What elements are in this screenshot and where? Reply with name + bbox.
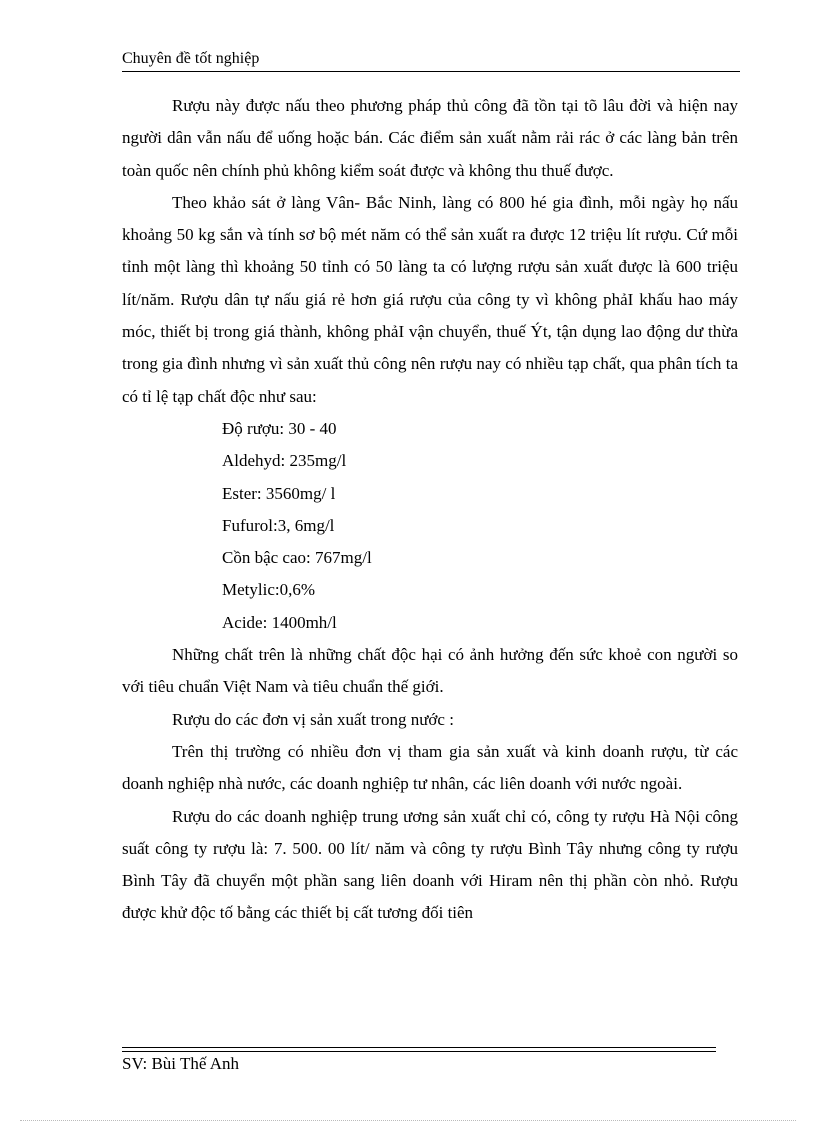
header-rule: [122, 71, 740, 72]
list-item: Cồn bậc cao: 767mg/l: [222, 548, 372, 568]
list-item: Ester: 3560mg/ l: [222, 483, 336, 503]
document-body: [122, 90, 738, 930]
paragraph: Trên thị trường có nhiều đơn vị tham gia sản xuất và kinh doanh rượu, từ các doanh nghiệp nhà nước, các doanh nghiệp tư nhân, các liên doanh với nước ngoài.: [122, 741, 738, 794]
list-item: Aldehyd: 235mg/l: [222, 451, 347, 471]
paragraph: Rượu do các doanh nghiệp trung ương sản xuất chỉ có, công ty rượu Hà Nội công suất công ty rượu là: 7. 500. 00 lít/ năm và công ty rượu Bình Tây nhưng công ty rượu Bình Tây đã chuyển một phần sang liên doanh với Hiram nên thị phần còn nhỏ. Rượu được khử độc tố bằng các thiết bị cất tương đối tiên: [122, 806, 738, 923]
list-item: Acide: 1400mh/l: [222, 612, 337, 632]
list-item: Fufurol:3, 6mg/l: [222, 515, 335, 535]
page-footer-author: SV: Bùi Thế Anh: [122, 1054, 239, 1073]
footer-rule: [122, 1047, 716, 1048]
list-item: Metylic:0,6%: [222, 580, 316, 600]
paragraph: Rượu này được nấu theo phương pháp thủ công đã tồn tại tõ lâu đời và hiện nay người dân vẫn nấu để uống hoặc bán. Các điểm sản xuất nằm rải rác ở các làng bản trên toàn quốc nên chính phủ không kiểm soát được và không thu thuế được.: [122, 96, 738, 180]
paragraph: Rượu do các đơn vị sản xuất trong nước :: [172, 709, 454, 729]
paragraph: Theo khảo sát ở làng Vân- Bắc Ninh, làng có 800 hé gia đình, mỗi ngày họ nấu khoảng 50 kg sắn và tính sơ bộ mét năm có thể sản xuất ra được 12 triệu lít rượu. Cứ mỗi tỉnh một làng thì khoảng 50 tỉnh có 50 làng ta có lượng rượu sản xuất được là 600 triệu lít/năm. Rượu dân tự nấu giá rẻ hơn giá rượu của công ty vì không phảI khấu hao máy móc, thiết bị trong giá thành, không phảI vận chuyển, thuế Ýt, tận dụng lao động dư thừa trong gia đình nhưng vì sản xuất thủ công nên rượu nay có nhiều tạp chất, qua phân tích ta có tỉ lệ tạp chất độc như sau:: [122, 192, 738, 406]
page-edge-divider: [20, 1120, 796, 1121]
paragraph: Những chất trên là những chất độc hại có ảnh hưởng đến sức khoẻ con người so với tiêu chuẩn Việt Nam và tiêu chuẩn thế giới.: [122, 645, 738, 697]
footer-rule: [122, 1051, 716, 1052]
list-item: Độ rượu: 30 - 40: [222, 418, 337, 438]
page-header-title: Chuyên đề tốt nghiệp: [122, 50, 260, 67]
impurity-list: [122, 413, 738, 639]
